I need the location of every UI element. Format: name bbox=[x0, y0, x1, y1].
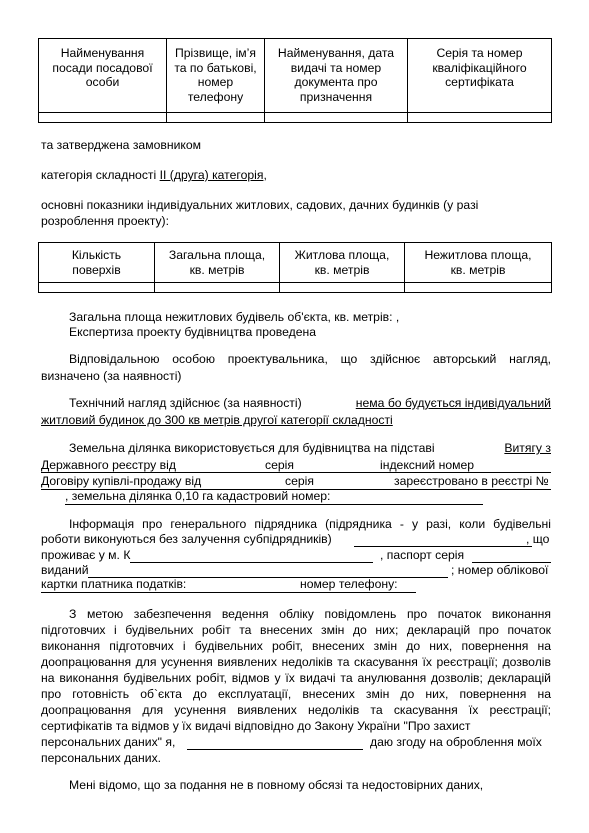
contract-label: Договіру купівлі-продажу від bbox=[41, 474, 202, 488]
contract-series-label: серія bbox=[285, 474, 314, 488]
indicators-line-2: розроблення проекту): bbox=[41, 214, 169, 228]
nonresidential-area-text: Загальна площа нежитлових будівель об'єкта, кв. метрів: , bbox=[69, 310, 400, 324]
cadastral-line: , земельна ділянка 0,10 га кадастровий номер: bbox=[65, 489, 331, 503]
signatory-name-field[interactable] bbox=[187, 749, 363, 750]
building-indicators-table bbox=[38, 242, 552, 293]
approved-by-text: та затверджена замовником bbox=[41, 138, 202, 152]
indicators-line-1: основні показники індивідуальних житлових, садових, дачних будинків (у разі bbox=[41, 198, 479, 212]
contractor-tax-card-label: ; номер облікової bbox=[451, 563, 549, 577]
table-header-row bbox=[39, 243, 552, 283]
contractor-line-1: Інформація про генерального підрядника (підрядника - у разі, коли будівельні bbox=[69, 517, 551, 531]
contractor-passport-label: , паспорт серія bbox=[380, 548, 465, 562]
contractor-line-2: роботи виконуються без залучення субпідрядників) bbox=[41, 532, 332, 546]
contractor-address-field[interactable] bbox=[130, 562, 373, 563]
contract-registry-label: зареєстровано в реєстрі № bbox=[394, 474, 549, 488]
land-plot-registry-label: Державного реєстру від bbox=[41, 458, 176, 472]
land-plot-index-label: індексний номер bbox=[380, 458, 475, 472]
consent-line-7: доопрацювання для усунення виявлених недоліків та скасування їх реєстрації; bbox=[41, 703, 551, 717]
author-supervision-line-1: Відповідальною особою проектувальника, що здійснює авторський нагляд, bbox=[69, 352, 551, 366]
col-certificate: Серія та номер кваліфікаційного сертифіката bbox=[408, 39, 552, 113]
technical-supervision-value: нема бо будується індивідуальний bbox=[355, 396, 551, 410]
table-header-row bbox=[39, 39, 552, 113]
col-full-name: Прізвище, ім’я та по батькові, номер телефону bbox=[167, 39, 265, 113]
responsible-persons-table bbox=[38, 38, 552, 123]
consent-last-suffix: даю згоду на оброблення моїх bbox=[370, 735, 542, 749]
consent-line-2: підготовчих і будівельних робіт та внесених змін до них; декларацій про початок bbox=[41, 623, 551, 637]
land-plot-line-1: Земельна ділянка використовується для будівництва на підставі Витягу з bbox=[69, 440, 551, 457]
consent-line-3: виконання підготовчих і будівельних робіт, внесених змін до них, повернення на bbox=[41, 639, 551, 653]
technical-supervision-value-cont: житловий будинок до 300 кв метрів другої категорії складності bbox=[41, 413, 393, 427]
contractor-city: проживає у м. К bbox=[41, 548, 131, 562]
col-nonliving-area: Нежитлова площа, кв. метрів bbox=[405, 243, 552, 283]
consent-line-4: доопрацювання для усунення виявлених недоліків та скасування їх реєстрації; дозволів bbox=[41, 655, 551, 669]
consent-line-1: З метою забезпечення ведення обліку повідомлень про початок виконання bbox=[69, 607, 551, 621]
complexity-category: категорія складності II (друга) категорія, bbox=[41, 168, 267, 182]
contractor-issued-label: виданий bbox=[41, 563, 89, 577]
col-floors: Кількість поверхів bbox=[39, 243, 155, 283]
expertise-text: Експертиза проекту будівництва проведена bbox=[69, 325, 317, 339]
col-appointment-document: Найменування, дата видачі та номер документа про призначення bbox=[265, 39, 408, 113]
author-supervision-line-2: визначено (за наявності) bbox=[41, 369, 182, 383]
land-plot-series-label: серія bbox=[265, 458, 294, 472]
contractor-line-2-end: , що bbox=[526, 532, 550, 546]
col-position: Найменування посади посадової особи bbox=[39, 39, 167, 113]
col-total-area: Загальна площа, кв. метрів bbox=[155, 243, 280, 283]
underline bbox=[65, 504, 483, 505]
category-value: II (друга) категорія bbox=[159, 168, 264, 182]
final-statement: Мені відомо, що за подання не в повному обсязі та недостовірних даних, bbox=[69, 778, 484, 792]
consent-last-prefix: персональних даних" я, bbox=[41, 735, 176, 749]
table-row bbox=[39, 113, 552, 123]
table-row bbox=[39, 283, 552, 293]
contractor-tax-number-label: картки платника податків: bbox=[41, 577, 187, 591]
consent-line-8: сертифікатів та відмов у їх видачі відповідно до Закону України "Про захист bbox=[41, 719, 471, 733]
contractor-phone-label: номер телефону: bbox=[300, 577, 398, 591]
col-living-area: Житлова площа, кв. метрів bbox=[280, 243, 405, 283]
tax-and-phone-field[interactable] bbox=[41, 592, 416, 593]
land-plot-basis: Витягу з bbox=[504, 441, 551, 455]
consent-last-end: персональних даних. bbox=[41, 751, 162, 765]
consent-line-5: на виконання будівельних робіт, відмов у їх видачі та анулювання дозволів; декларацій bbox=[41, 671, 551, 685]
technical-supervision: Технічний нагляд здійснює (за наявності) нема бо будується індивідуальний bbox=[69, 395, 551, 412]
consent-line-6: про готовність об`єкта до експлуатації, внесених змін до них, повернення на bbox=[41, 687, 551, 701]
